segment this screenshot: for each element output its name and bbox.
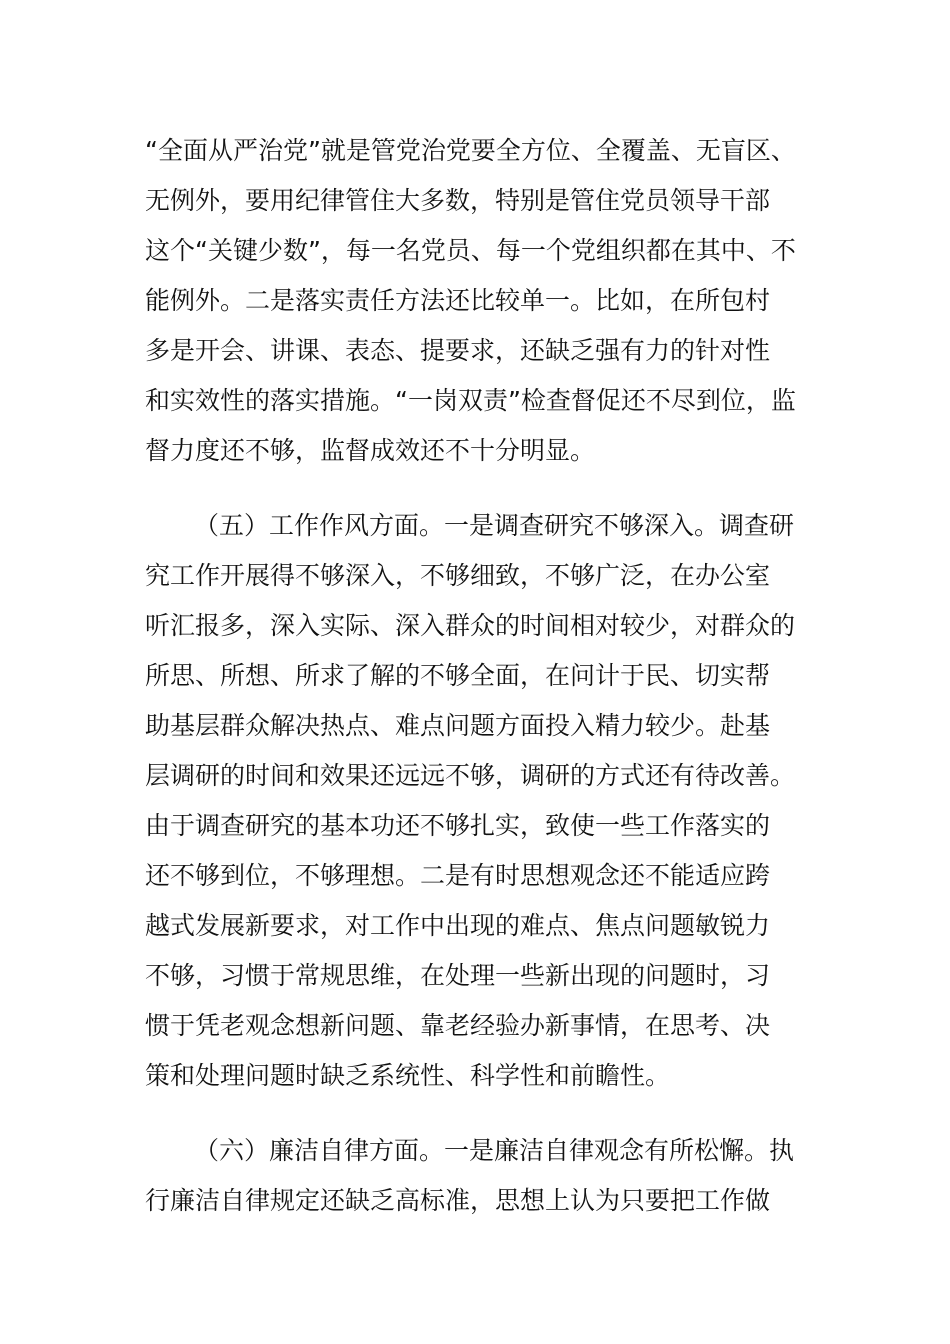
text-line: （五）工作作风方面。一是调查研究不够深入。调查研 bbox=[194, 511, 795, 540]
paragraph-gap bbox=[145, 476, 805, 501]
text-line: 由于调查研究的基本功还不够扎实，致使一些工作落实的 bbox=[145, 811, 771, 840]
paragraph-continuation bbox=[145, 126, 805, 476]
text-line: 惯于凭老观念想新问题、靠老经验办新事情，在思考、决 bbox=[145, 1011, 771, 1040]
text-line: 越式发展新要求，对工作中出现的难点、焦点问题敏锐力 bbox=[145, 911, 771, 940]
text-line: 还不够到位，不够理想。二是有时思想观念还不能适应跨 bbox=[145, 861, 771, 890]
text-line: 无例外，要用纪律管住大多数，特别是管住党员领导干部 bbox=[145, 186, 771, 215]
text-line: 听汇报多，深入实际、深入群众的时间相对较少，对群众的 bbox=[145, 611, 796, 640]
text-line: 所思、所想、所求了解的不够全面，在问计于民、切实帮 bbox=[145, 661, 771, 690]
text-line: 层调研的时间和效果还远远不够，调研的方式还有待改善。 bbox=[145, 761, 796, 790]
text-line: “全面从严治党”就是管党治党要全方位、全覆盖、无盲区、 bbox=[145, 136, 796, 165]
text-line: 多是开会、讲课、表态、提要求，还缺乏强有力的针对性 bbox=[145, 336, 771, 365]
text-line: 行廉洁自律规定还缺乏高标准，思想上认为只要把工作做 bbox=[145, 1186, 771, 1215]
paragraph-section-6 bbox=[145, 1126, 805, 1226]
text-line: 这个“关键少数”，每一名党员、每一个党组织都在其中、不 bbox=[145, 236, 796, 265]
text-line: （六）廉洁自律方面。一是廉洁自律观念有所松懈。执 bbox=[194, 1136, 795, 1165]
paragraph-gap bbox=[145, 1101, 805, 1126]
text-line: 策和处理问题时缺乏系统性、科学性和前瞻性。 bbox=[145, 1061, 671, 1090]
text-line: 助基层群众解决热点、难点问题方面投入精力较少。赴基 bbox=[145, 711, 771, 740]
text-line: 和实效性的落实措施。“一岗双责”检查督促还不尽到位，监 bbox=[145, 386, 796, 415]
text-line: 督力度还不够，监督成效还不十分明显。 bbox=[145, 436, 596, 465]
text-line: 不够，习惯于常规思维，在处理一些新出现的问题时，习 bbox=[145, 961, 771, 990]
text-line: 究工作开展得不够深入，不够细致，不够广泛，在办公室 bbox=[145, 561, 771, 590]
document-body bbox=[145, 126, 805, 1226]
paragraph-section-5 bbox=[145, 501, 805, 1101]
text-line: 能例外。二是落实责任方法还比较单一。比如，在所包村 bbox=[145, 286, 771, 315]
